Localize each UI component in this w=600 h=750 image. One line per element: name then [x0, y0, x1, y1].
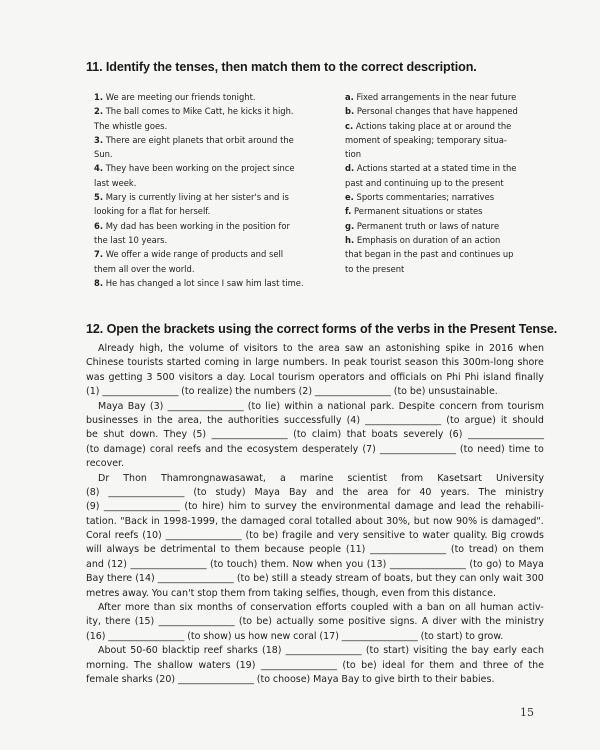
description-item [345, 204, 545, 218]
text-line: and (12) ________________ (to touch) them. Now when you (13) ________________ (to go) to Maya [86, 558, 544, 570]
sentence-item [94, 247, 339, 276]
description-text: moment of speaking; temporary situa- [345, 134, 507, 145]
description-text: Sports commentaries; narratives [356, 192, 495, 203]
text-line: metres away. You can't stop them from taking selfies, though, even from this distance. [86, 587, 496, 599]
page-number: 15 [520, 706, 534, 719]
descriptions-column [345, 90, 545, 276]
description-text: Fixed arrangements in the near future [356, 92, 517, 102]
description-text: tion [345, 149, 362, 160]
sentence-text: My dad has been working in the position for [105, 220, 290, 231]
description-number: e. [345, 192, 354, 203]
sentence-text: Mary is currently living at her sister's and is [105, 192, 289, 203]
text-line: Coral reefs (10) ________________ (to be) fragile and very sensitive to water quality. Big crowds [86, 530, 544, 542]
sentence-number: 1. [94, 92, 104, 102]
exercise-11-title: 11. Identify the tenses, then match them to the correct description. [86, 60, 477, 74]
exercise-12-title: 12. Open the brackets using the correct forms of the verbs in the Present Tense. [86, 322, 558, 336]
description-number: c. [345, 120, 354, 131]
text-line: be shut down. They (5) ________________ (to claim) that boats severely (6) ________________ [86, 429, 544, 441]
sentence-number: 4. [94, 163, 104, 174]
description-item [345, 219, 545, 233]
text-line: Bay there (14) ________________ (to be) still a steady stream of boats, but they can only wait 300 [86, 573, 544, 585]
description-number: a. [345, 92, 354, 102]
description-text: past and continuing up to the present [345, 177, 504, 188]
description-item [345, 190, 545, 204]
sentence-number: 7. [94, 249, 104, 260]
description-text: Emphasis on duration of an action [356, 234, 501, 245]
sentence-item [94, 190, 339, 219]
description-text: to the present [345, 263, 405, 274]
sentence-item [94, 219, 339, 248]
text-line: (1) ________________ (to realize) the numbers (2) ________________ (to be) unsustainable. [86, 386, 498, 398]
sentence-text: We are meeting our friends tonight. [105, 92, 256, 102]
text-line: morning. The shallow waters (19) ________________ (to be) ideal for them and three of the [86, 659, 544, 671]
description-number: b. [345, 106, 355, 117]
sentence-text: The whistle goes. [94, 120, 168, 131]
sentence-number: 6. [94, 220, 104, 231]
description-item [345, 90, 545, 104]
sentence-text: He has changed a lot since I saw him last time. [105, 277, 304, 288]
text-line: tation. "Back in 1998-1999, the damaged coral totalled about 30%, but now 90% is damaged". [86, 515, 544, 527]
sentence-item [94, 161, 339, 190]
exercise-12-text [86, 342, 544, 687]
sentence-item [94, 104, 339, 133]
sentence-item [94, 276, 339, 290]
description-item [345, 161, 545, 190]
sentences-column [94, 90, 339, 290]
sentence-text: last week. [94, 177, 137, 188]
text-line: (8) ________________ (to study) Maya Bay and the area for 40 years. The ministry [86, 486, 544, 498]
text-line: will always be detrimental to them because people (11) ________________ (to tread) on them [86, 544, 544, 556]
text-line: female sharks (20) ________________ (to choose) Maya Bay to give birth to their babies. [86, 673, 495, 685]
description-number: d. [345, 163, 355, 174]
sentence-text: The ball comes to Mike Catt, he kicks it high. [105, 106, 294, 117]
text-line: Dr Thon Thamrongnawasawat, a marine scientist from Kasetsart University [98, 472, 544, 484]
description-text: Actions taking place at or around the [355, 120, 512, 131]
description-text: that began in the past and continues up [345, 249, 514, 260]
text-line: About 50-60 blacktip reef sharks (18) ________________ (to start) visiting the bay early each [98, 645, 544, 657]
sentence-number: 8. [94, 277, 104, 288]
text-line: (to damage) coral reefs and the ecosystem desperately (7) ________________ (to need) time to [86, 443, 544, 455]
text-line: businesses in the area, the authorities successfully (4) ________________ (to argue) it should [86, 414, 544, 426]
description-item [345, 233, 545, 276]
text-line: was getting 3 500 visitors a day. Local tourism operators and officials on Phi Phi island finally [86, 371, 544, 383]
sentence-text: them all over the world. [94, 263, 195, 274]
sentence-text: looking for a flat for herself. [94, 206, 211, 217]
description-text: Personal changes that have happened [356, 106, 518, 117]
description-number: f. [345, 206, 352, 217]
description-number: h. [345, 234, 355, 245]
description-text: Permanent truth or laws of nature [356, 220, 500, 231]
sentence-text: the last 10 years. [94, 234, 168, 245]
text-line: (16) ________________ (to show) us how new coral (17) ________________ (to start) to grow. [86, 630, 504, 642]
text-line: (9) ________________ (to hire) him to survey the environmental damage and lead the rehabili- [86, 501, 544, 513]
sentence-text: There are eight planets that orbit around the [105, 134, 294, 145]
sentence-text: They have been working on the project since [105, 163, 295, 174]
description-item [345, 104, 545, 118]
description-text: Actions started at a stated time in the [356, 163, 517, 174]
sentence-number: 5. [94, 192, 104, 203]
sentence-text: Sun. [94, 149, 113, 160]
text-line: Maya Bay (3) ________________ (to lie) within a national park. Despite concern from tourism [98, 400, 544, 412]
description-item [345, 119, 545, 162]
sentence-text: We offer a wide range of products and sell [105, 249, 284, 260]
sentence-number: 3. [94, 134, 104, 145]
sentence-item [94, 133, 339, 162]
description-text: Permanent situations or states [354, 206, 483, 217]
sentence-item [94, 90, 339, 104]
sentence-number: 2. [94, 106, 104, 117]
text-line: ity, there (15) ________________ (to be) actually some positive signs. A diver with the ministry [86, 616, 544, 628]
text-line: recover. [86, 458, 125, 470]
text-line: After more than six months of conservation efforts coupled with a ban on all human activ- [98, 602, 544, 614]
description-number: g. [345, 220, 355, 231]
text-line: Chinese tourists started coming in large numbers. In peak tourist season this 300m-long shore [86, 357, 544, 369]
text-line: Already high, the volume of visitors to the area saw an astonishing spike in 2016 when [98, 343, 544, 354]
